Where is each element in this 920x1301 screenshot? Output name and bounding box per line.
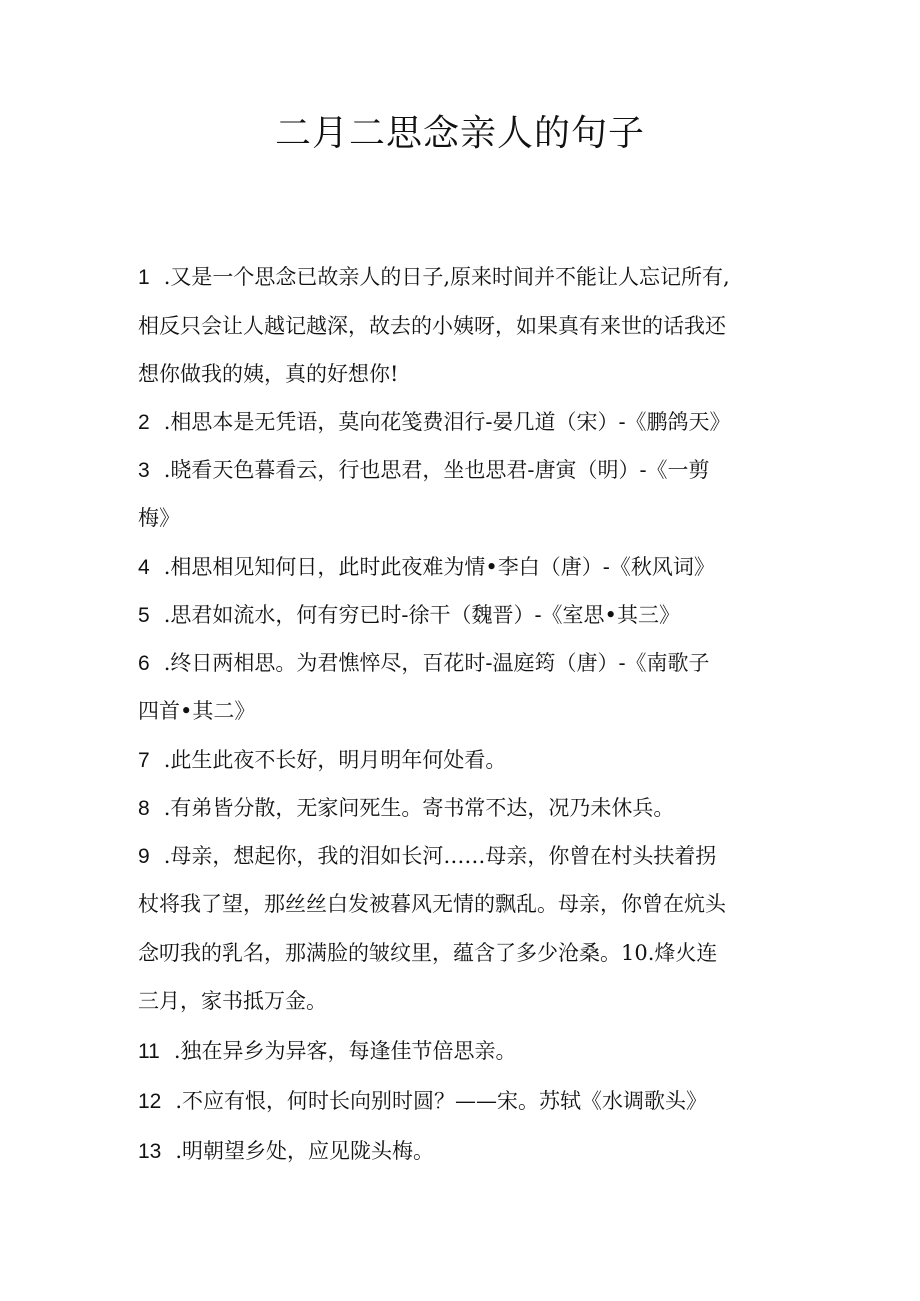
line-text: .明朝望乡处，应见陇头梅。 bbox=[175, 1139, 435, 1163]
line-text: .独在异乡为异客，每逢佳节倍思亲。 bbox=[173, 1039, 517, 1063]
text-line bbox=[138, 696, 818, 726]
line-text: 梅》 bbox=[138, 506, 180, 530]
line-text: .思君如流水，何有穷已时-徐干（魏晋）-《室思•其三》 bbox=[163, 603, 680, 627]
line-text: .有弟皆分散，无家问死生。寄书常不达，况乃未休兵。 bbox=[163, 796, 675, 820]
text-line bbox=[138, 1036, 818, 1067]
text-line bbox=[138, 600, 818, 631]
page-title: 二月二思念亲人的句子 bbox=[274, 113, 645, 154]
line-text: 三月，家书抵万金。 bbox=[138, 989, 327, 1013]
line-text: .晓看天色暮看云，行也思君，坐也思君-唐寅（明）-《一剪 bbox=[163, 458, 710, 482]
item-number: 8 bbox=[138, 797, 150, 820]
text-line bbox=[138, 648, 818, 679]
text-line bbox=[138, 986, 818, 1016]
line-text: .又是一个思念已故亲人的日子,原来时间并不能让人忘记所有, bbox=[163, 265, 730, 289]
item-number: 6 bbox=[138, 652, 150, 675]
text-line bbox=[138, 503, 818, 533]
text-line bbox=[138, 889, 818, 919]
line-text: 四首•其二》 bbox=[138, 699, 256, 723]
item-number: 11 bbox=[138, 1040, 160, 1063]
item-number: 12 bbox=[138, 1090, 162, 1113]
item-number: 2 bbox=[138, 411, 150, 434]
item-number: 4 bbox=[138, 556, 150, 579]
text-line bbox=[138, 745, 818, 776]
text-line bbox=[138, 938, 818, 968]
text-line bbox=[138, 1136, 818, 1167]
text-line bbox=[138, 793, 818, 824]
text-line bbox=[138, 359, 818, 389]
line-text: .终日两相思。为君憔悴尽，百花时-温庭筠（唐）-《南歌子 bbox=[163, 651, 710, 675]
text-line bbox=[138, 455, 818, 486]
line-text: .母亲，想起你，我的泪如长河……母亲，你曾在村头扶着拐 bbox=[163, 844, 717, 868]
line-text: .相思本是无凭语，莫向花笺费泪行-晏几道（宋）-《鹏鸽天》 bbox=[163, 410, 731, 434]
text-line bbox=[138, 841, 818, 872]
item-number: 13 bbox=[138, 1140, 162, 1163]
line-text: .此生此夜不长好，明月明年何处看。 bbox=[163, 748, 507, 772]
text-line bbox=[138, 1086, 818, 1117]
line-text: 相反只会让人越记越深，故去的小姨呀，如果真有来世的话我还 bbox=[138, 314, 726, 338]
text-line bbox=[138, 262, 818, 293]
item-number: 5 bbox=[138, 604, 150, 627]
line-text: 念叨我的乳名，那满脸的皱纹里，蕴含了多少沧桑。10.烽火连 bbox=[138, 941, 718, 965]
line-text: 杖将我了望，那丝丝白发被暮风无情的飘乱。母亲，你曾在炕头 bbox=[138, 892, 726, 916]
line-text: .相思相见知何日，此时此夜难为情•李白（唐）-《秋风词》 bbox=[163, 555, 715, 579]
line-text: 想你做我的姨，真的好想你! bbox=[138, 362, 399, 386]
item-number: 9 bbox=[138, 845, 150, 868]
item-number: 3 bbox=[138, 459, 150, 482]
line-text: .不应有恨，何时长向别时圆？——宋。苏轼《水调歌头》 bbox=[175, 1089, 708, 1113]
item-number: 7 bbox=[138, 749, 150, 772]
text-line bbox=[138, 552, 818, 583]
item-number: 1 bbox=[138, 266, 150, 289]
text-line bbox=[138, 311, 818, 341]
text-line bbox=[138, 407, 818, 438]
